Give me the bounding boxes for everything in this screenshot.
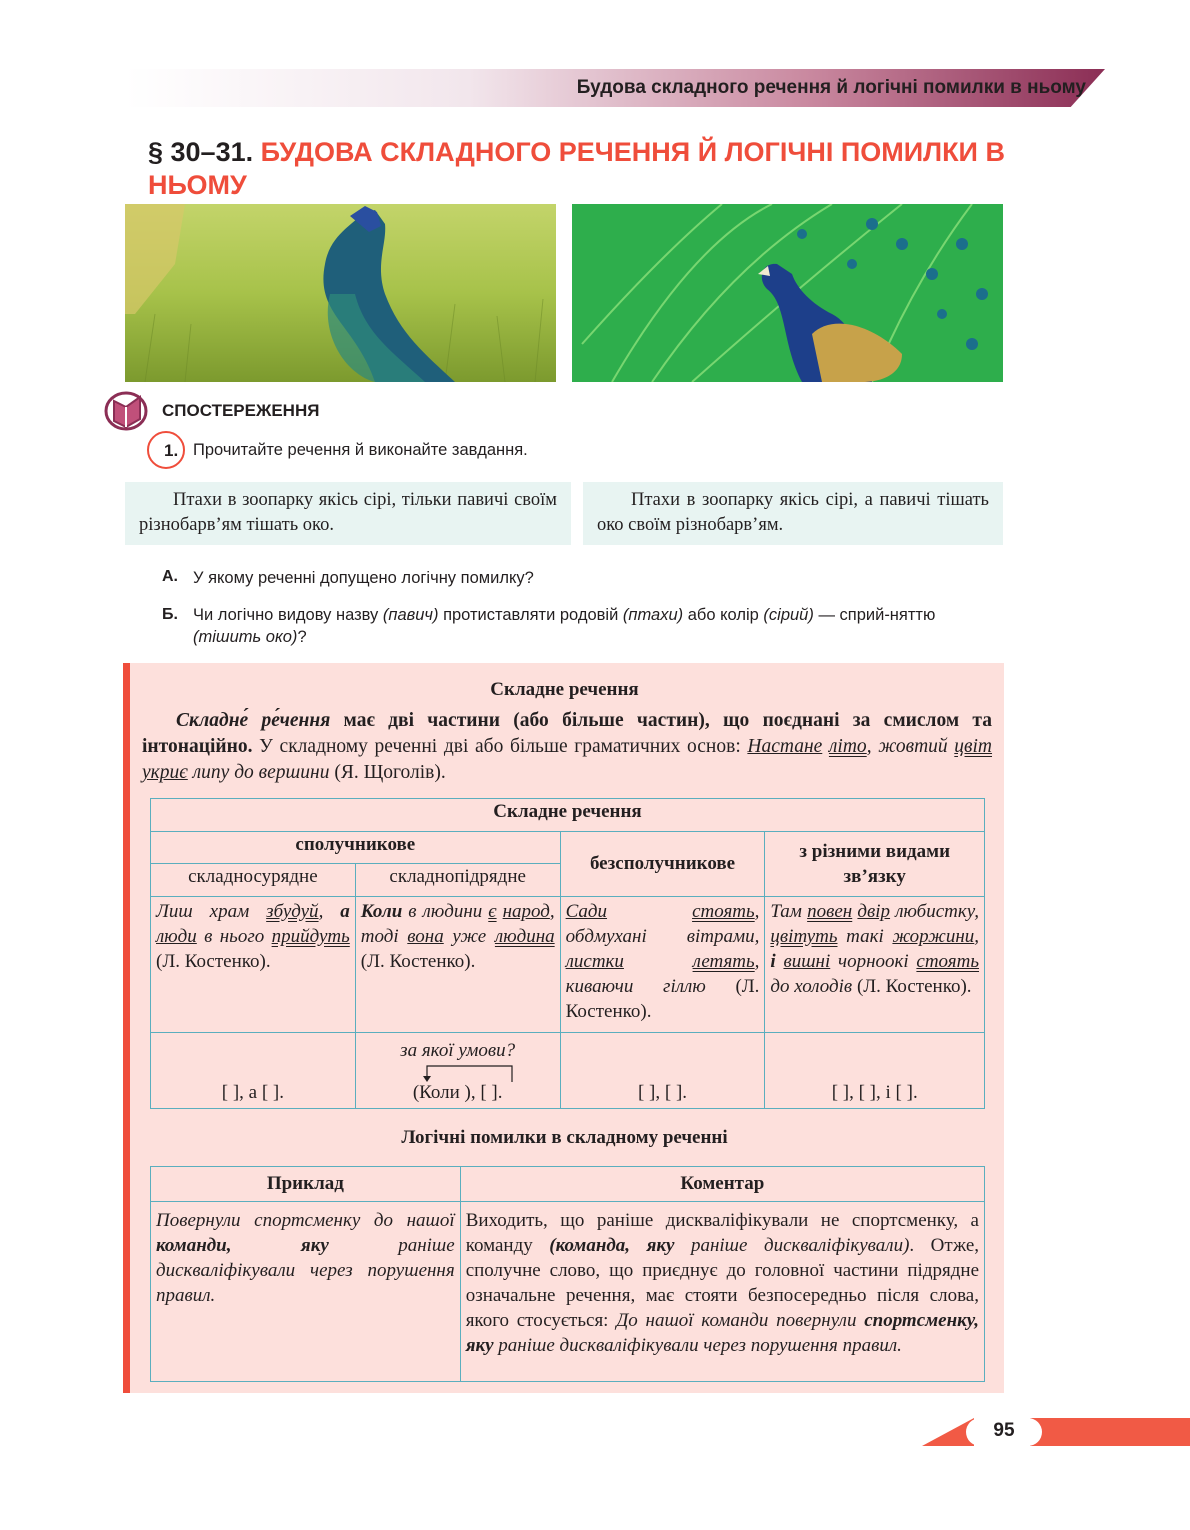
scheme-coordinate: [ ], а [ ]. bbox=[151, 1033, 356, 1109]
example-mixed: Там повен двір любистку, цвітуть такі жоржини, і вишні чорноокі стоять до холодів (Л. Костенко). bbox=[765, 897, 985, 1033]
observation-label: СПОСТЕРЕЖЕННЯ bbox=[162, 401, 320, 420]
task-text: Прочитайте речення й виконайте завдання. bbox=[193, 441, 528, 459]
running-header-title: Будова складного речення й логічні помилки в ньому bbox=[576, 77, 1086, 98]
logic-errors-heading: Логічні помилки в складному реченні bbox=[401, 1127, 728, 1148]
rule-accent-bar bbox=[123, 663, 130, 1393]
col-conjunctive: сполучникове bbox=[151, 832, 561, 864]
example-coordinate: Лиш храм збудуй, а люди в нього прийдуть (Л. Костенко). bbox=[151, 897, 356, 1033]
logic-example: Повернули спортсменку до нашої команди, яку раніше дискваліфікували через порушення правил. bbox=[151, 1202, 461, 1382]
question-a-letter: А. bbox=[162, 568, 178, 585]
scheme-subordinate-question: за якої умови? bbox=[400, 1040, 516, 1061]
section-number: § 30–31. bbox=[148, 137, 254, 167]
example-subordinate: Коли в людини є народ, тоді вона уже людина (Л. Костенко). bbox=[355, 897, 560, 1033]
scheme-subordinate: (Коли ), [ ]. bbox=[412, 1082, 503, 1103]
section-title bbox=[148, 136, 1008, 202]
col-subordinate: складнопідрядне bbox=[355, 864, 560, 897]
rule-heading: Складне речення bbox=[490, 679, 639, 700]
question-b-letter: Б. bbox=[162, 606, 178, 623]
sentence-box-left: Птахи в зоопарку якісь сірі, тільки павичі своїм різнобарв’ям тішать око. bbox=[125, 482, 571, 545]
scheme-mixed: [ ], [ ], і [ ]. bbox=[765, 1033, 985, 1109]
scheme-arrow-icon bbox=[417, 1064, 517, 1082]
col-mixed: з різними видами зв’язку bbox=[765, 832, 985, 897]
task-number: 1. bbox=[164, 441, 179, 460]
logic-errors-table bbox=[150, 1166, 985, 1382]
page-number-right-band bbox=[1030, 1418, 1190, 1446]
peacock-photo-left bbox=[125, 204, 556, 382]
col-example: Приклад bbox=[151, 1167, 461, 1202]
logic-comment: Виходить, що раніше дискваліфікували не спортсменку, а команду (команда, яку раніше дискваліфікували). Отже, сполучне слово, що приєднує до головної частини підрядне означальне речення, має стояти безпосередньо після слова, якого стосується: До нашої команди повернули спортсменку, яку раніше дискваліфікували через порушення правил. bbox=[460, 1202, 984, 1382]
col-asyndetic: безсполучникове bbox=[560, 832, 765, 897]
col-comment: Коментар bbox=[460, 1167, 984, 1202]
col-coordinate: складносурядне bbox=[151, 864, 356, 897]
scheme-asyndetic: [ ], [ ]. bbox=[560, 1033, 765, 1109]
section-title-text: БУДОВА СКЛАДНОГО РЕЧЕННЯ Й ЛОГІЧНІ ПОМИЛКИ В НЬОМУ bbox=[148, 137, 1005, 200]
question-a-text: У якому реченні допущено логічну помилку? bbox=[193, 569, 534, 587]
rule-definition: Складне́ ре́чення має дві частини (або більше частин), що поєднані за смислом та інтонаційно. У складному реченні дві або більше граматичних основ: Настане літо, жовтий цвіт укриє липу до вершини (Я. Щоголів). bbox=[142, 710, 993, 783]
question-b-text: Чи логічно видову назву (павич) протиставляти родовій (птахи) або колір (сірий) — сприй-няттю (тішить око)? bbox=[193, 606, 936, 646]
book-icon bbox=[104, 387, 152, 433]
classification-table bbox=[150, 798, 985, 1109]
page-number: 95 bbox=[993, 1420, 1015, 1441]
peacock-photo-right bbox=[572, 204, 1003, 382]
sentence-box-right: Птахи в зоопарку якісь сірі, а павичі тішать око своїм різнобарв’ям. bbox=[583, 482, 1003, 545]
classification-table-title: Складне речення bbox=[151, 799, 985, 832]
example-asyndetic: Сади стоять, обдмухані вітрами, листки летять, киваючи гіллю (Л. Костенко). bbox=[560, 897, 765, 1033]
scheme-subordinate-cell bbox=[355, 1033, 560, 1109]
